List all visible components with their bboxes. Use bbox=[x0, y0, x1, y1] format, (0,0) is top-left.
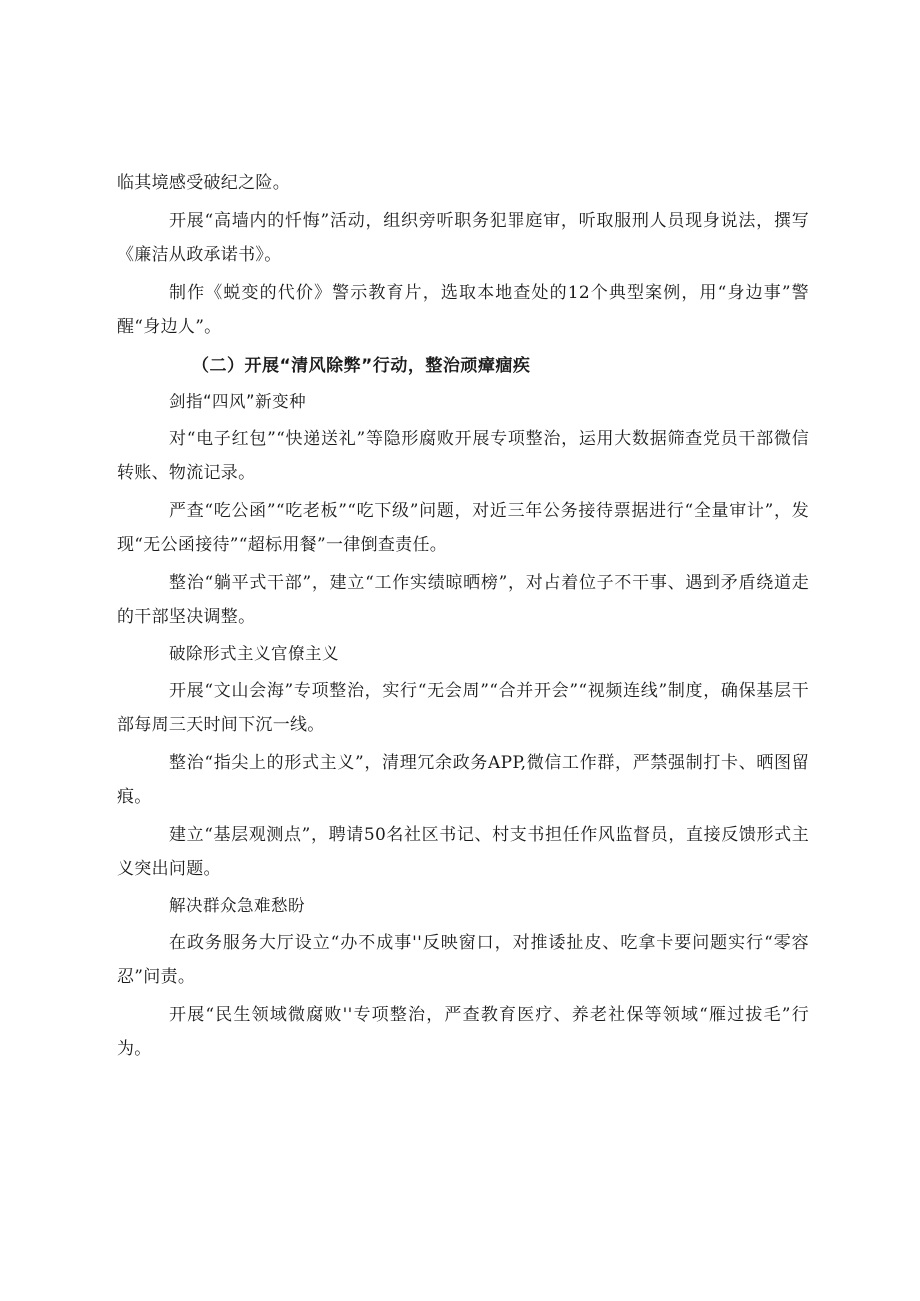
subheading-four-winds: 剑指“四风”新变种 bbox=[169, 392, 307, 411]
paragraph-continuation: 临其境感受破纪之险。 bbox=[117, 173, 290, 193]
paragraph-livelihood-corruption: 开展“民生领域微腐败''专项整治，严查教育医疗、养老社保等领域“雁过拔毛”行为。 bbox=[117, 1005, 809, 1059]
paragraph-lying-flat-cadres: 整治“躺平式干部”，建立“工作实绩晾晒榜”，对占着位子不干事、遇到矛盾绕道走的干部坚决调整。 bbox=[117, 573, 809, 627]
paragraph-observation-points: 建立“基层观测点”，聘请50名社区书记、村支书担任作风监督员，直接反馈形式主义突出问题。 bbox=[117, 825, 809, 879]
document-page bbox=[117, 166, 809, 1066]
paragraph-meetings: 开展“文山会海”专项整治，实行“无会周”“合并开会”“视频连线”制度，确保基层干部每周三天时间下沉一线。 bbox=[117, 681, 809, 735]
paragraph-repentance-activity: 开展“高墙内的忏悔”活动，组织旁听职务犯罪庭审，听取服刑人员现身说法，撰写《廉洁从政承诺书》。 bbox=[117, 211, 809, 265]
paragraph-complaint-window: 在政务服务大厅设立“办不成事''反映窗口，对推诿扯皮、吃拿卡要问题实行“零容忍”问责。 bbox=[117, 933, 809, 987]
paragraph-warning-film: 制作《蜕变的代价》警示教育片，选取本地查处的12个典型案例，用“身边事”警醒“身边人”。 bbox=[117, 283, 809, 337]
paragraph-reception-audit: 严查“吃公函”“吃老板”“吃下级”问题，对近三年公务接待票据进行“全量审计”，发现“无公函接待”“超标用餐”一律倒查责任。 bbox=[117, 501, 809, 555]
paragraph-hidden-corruption: 对“电子红包”“快递送礼”等隐形腐败开展专项整治，运用大数据筛查党员干部微信转账、物流记录。 bbox=[117, 429, 809, 483]
paragraph-fingertip-formalism: 整治“指尖上的形式主义”，清理冗余政务APP,微信工作群，严禁强制打卡、晒图留痕。 bbox=[117, 753, 809, 807]
subheading-public-concerns: 解决群众急难愁盼 bbox=[169, 896, 305, 915]
section-title-2: （二）开展“清风除弊”行动，整治顽瘴痼疾 bbox=[192, 356, 531, 376]
subheading-formalism: 破除形式主义官僚主义 bbox=[169, 644, 339, 663]
